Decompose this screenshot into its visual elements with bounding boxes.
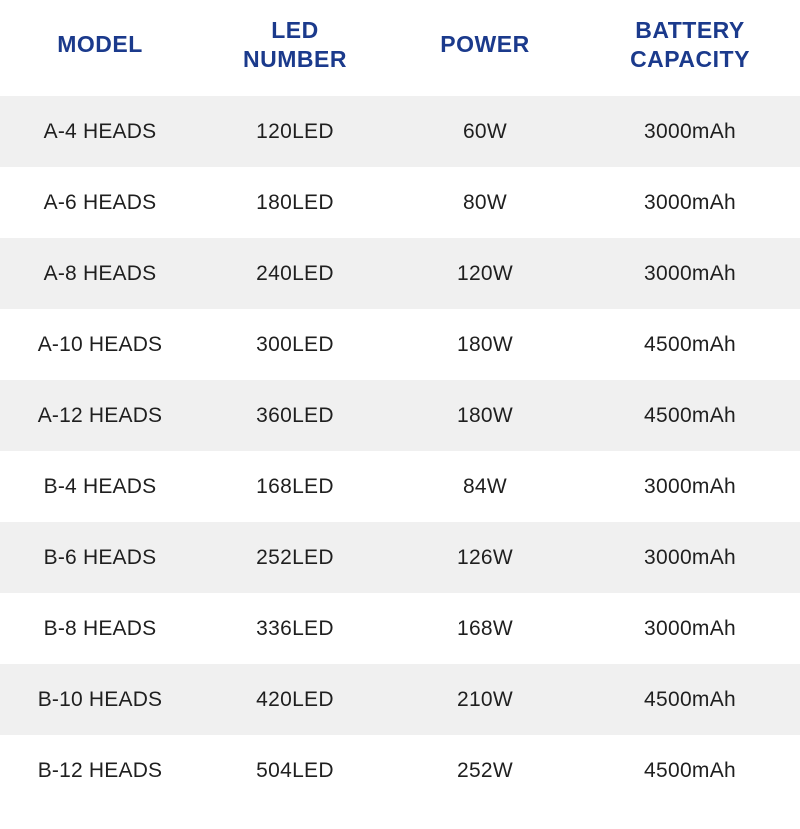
cell-led-number: 240LED (200, 238, 390, 309)
cell-led-number: 336LED (200, 593, 390, 664)
cell-model: A-12 HEADS (0, 380, 200, 451)
cell-model: A-6 HEADS (0, 167, 200, 238)
table-row (0, 238, 800, 309)
cell-power: 168W (390, 593, 580, 664)
cell-battery-capacity: 3000mAh (580, 522, 800, 593)
cell-model: B-12 HEADS (0, 735, 200, 806)
cell-led-number: 504LED (200, 735, 390, 806)
cell-led-number: 180LED (200, 167, 390, 238)
cell-power: 120W (390, 238, 580, 309)
cell-power: 60W (390, 96, 580, 167)
cell-battery-capacity: 4500mAh (580, 664, 800, 735)
table-row (0, 451, 800, 522)
cell-led-number: 420LED (200, 664, 390, 735)
table-row (0, 309, 800, 380)
cell-model: A-4 HEADS (0, 96, 200, 167)
cell-power: 252W (390, 735, 580, 806)
cell-model: A-8 HEADS (0, 238, 200, 309)
column-header-power (390, 0, 580, 96)
cell-led-number: 252LED (200, 522, 390, 593)
cell-led-number: 300LED (200, 309, 390, 380)
cell-power: 80W (390, 167, 580, 238)
cell-power: 126W (390, 522, 580, 593)
cell-battery-capacity: 4500mAh (580, 735, 800, 806)
cell-led-number: 120LED (200, 96, 390, 167)
cell-led-number: 360LED (200, 380, 390, 451)
cell-battery-capacity: 3000mAh (580, 593, 800, 664)
table-body (0, 96, 800, 806)
cell-model: A-10 HEADS (0, 309, 200, 380)
table-row (0, 522, 800, 593)
cell-model: B-10 HEADS (0, 664, 200, 735)
column-header-model (0, 0, 200, 96)
cell-battery-capacity: 4500mAh (580, 380, 800, 451)
cell-power: 210W (390, 664, 580, 735)
column-header-battery-capacity-line-1: BATTERY (635, 16, 745, 43)
column-header-led-number-line-2: NUMBER (243, 46, 347, 72)
cell-battery-capacity: 3000mAh (580, 167, 800, 238)
column-header-battery-capacity-line-2: CAPACITY (630, 46, 750, 72)
cell-led-number: 168LED (200, 451, 390, 522)
cell-power: 180W (390, 309, 580, 380)
table-row (0, 96, 800, 167)
cell-power: 84W (390, 451, 580, 522)
table-row (0, 167, 800, 238)
cell-battery-capacity: 3000mAh (580, 451, 800, 522)
cell-battery-capacity: 4500mAh (580, 309, 800, 380)
table-row (0, 735, 800, 806)
cell-power: 180W (390, 380, 580, 451)
column-header-battery-capacity (580, 0, 800, 96)
cell-model: B-6 HEADS (0, 522, 200, 593)
column-header-model-line-1: MODEL (57, 31, 143, 58)
column-header-power-line-1: POWER (440, 31, 530, 58)
column-header-led-number-line-1: LED (271, 16, 319, 43)
header-row (0, 0, 800, 96)
table-row (0, 380, 800, 451)
cell-battery-capacity: 3000mAh (580, 238, 800, 309)
cell-battery-capacity: 3000mAh (580, 96, 800, 167)
table-row (0, 664, 800, 735)
table-header (0, 0, 800, 96)
cell-model: B-4 HEADS (0, 451, 200, 522)
cell-model: B-8 HEADS (0, 593, 200, 664)
table-row (0, 593, 800, 664)
column-header-led-number (200, 0, 390, 96)
